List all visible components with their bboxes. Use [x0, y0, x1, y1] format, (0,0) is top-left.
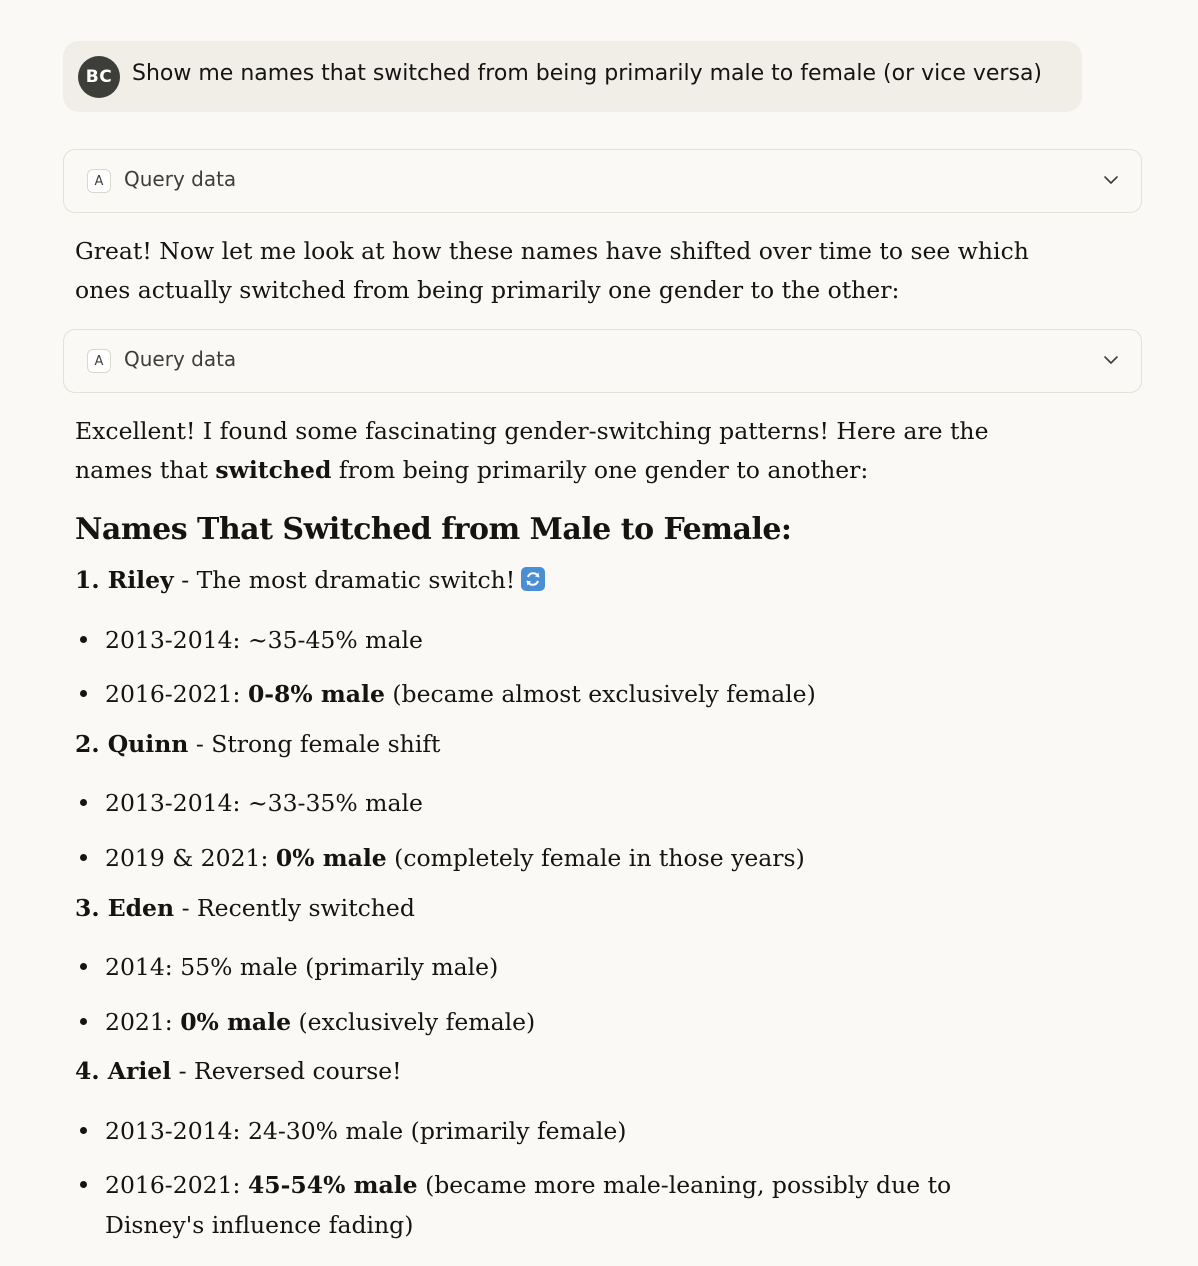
bullet-text: (completely female in those years) [386, 844, 805, 872]
bullet-dot [80, 854, 87, 861]
bullet-dot [80, 963, 87, 970]
bullet-dot [80, 1018, 87, 1025]
bullet-text: 2013-2014: 24-30% male (primarily female) [105, 1117, 627, 1145]
list-item [80, 1111, 1040, 1151]
list-item [80, 674, 1040, 714]
tool-call-label: Query data [124, 347, 237, 371]
para2-bold: switched [215, 456, 332, 484]
name-item-quinn [75, 730, 440, 758]
bullet-text: 2021: [105, 1008, 181, 1036]
name-title: 4. Ariel [75, 1057, 172, 1085]
tool-badge-icon: A [87, 169, 111, 193]
chevron-down-icon[interactable] [1101, 170, 1121, 190]
user-message-text: Show me names that switched from being primarily male to female (or vice versa) [132, 61, 1043, 86]
bullet-dot [80, 799, 87, 806]
list-item [80, 838, 1040, 878]
user-message-bubble [63, 41, 1082, 112]
bullet-text: 2013-2014: ~35-45% male [105, 626, 423, 654]
name-desc: - Reversed course! [171, 1057, 402, 1085]
bullet-dot [80, 1127, 87, 1134]
bullet-bold: 45-54% male [247, 1171, 418, 1199]
para2-start: Excellent! I found some fascinating gender-switching patterns! Here are the names that [75, 417, 989, 484]
name-item-riley [75, 566, 545, 594]
bullet-text: 2016-2021: [105, 680, 248, 708]
list-item [80, 1165, 1040, 1245]
list-item [80, 947, 1040, 987]
response-paragraph-1: Great! Now let me look at how these names have shifted over time to see which ones actually switched from being primarily one gender to the other: [75, 237, 1029, 304]
bullet-text: (became almost exclusively female) [384, 680, 816, 708]
tool-call-card-query-data-1[interactable] [63, 149, 1142, 213]
bullet-text: 2019 & 2021: [105, 844, 276, 872]
bullet-text: 2014: 55% male (primarily male) [105, 953, 499, 981]
bullet-text: (became more male-leaning, possibly due to Disney's influence fading) [105, 1171, 952, 1239]
list-item [80, 783, 1040, 823]
bullet-dot [80, 636, 87, 643]
name-item-eden [75, 894, 415, 922]
section-heading: Names That Switched from Male to Female: [75, 512, 792, 547]
name-desc: - Strong female shift [188, 730, 441, 758]
name-title: 1. Riley [75, 566, 174, 594]
name-title: 2. Quinn [75, 730, 189, 758]
bullet-text: (exclusively female) [291, 1008, 536, 1036]
tool-call-label: Query data [124, 167, 237, 191]
user-avatar: BC [78, 56, 120, 98]
bullet-text: 2013-2014: ~33-35% male [105, 789, 423, 817]
list-item [80, 620, 1040, 660]
name-title: 3. Eden [75, 894, 175, 922]
tool-badge-icon: A [87, 349, 111, 373]
para2-end: from being primarily one gender to another: [331, 456, 869, 484]
bullet-dot [80, 1181, 87, 1188]
name-desc: - The most dramatic switch! [173, 566, 516, 594]
chevron-down-icon[interactable] [1101, 350, 1121, 370]
counterclockwise-arrows-icon [521, 567, 545, 591]
name-item-ariel [75, 1057, 402, 1085]
bullet-dot [80, 690, 87, 697]
bullet-text: 2016-2021: [105, 1171, 248, 1199]
list-item [80, 1002, 1040, 1042]
name-desc: - Recently switched [174, 894, 415, 922]
tool-call-card-query-data-2[interactable] [63, 329, 1142, 393]
bullet-bold: 0% male [180, 1008, 292, 1036]
bullet-bold: 0% male [275, 844, 387, 872]
response-paragraph-2 [75, 412, 1035, 490]
bullet-bold: 0-8% male [247, 680, 385, 708]
